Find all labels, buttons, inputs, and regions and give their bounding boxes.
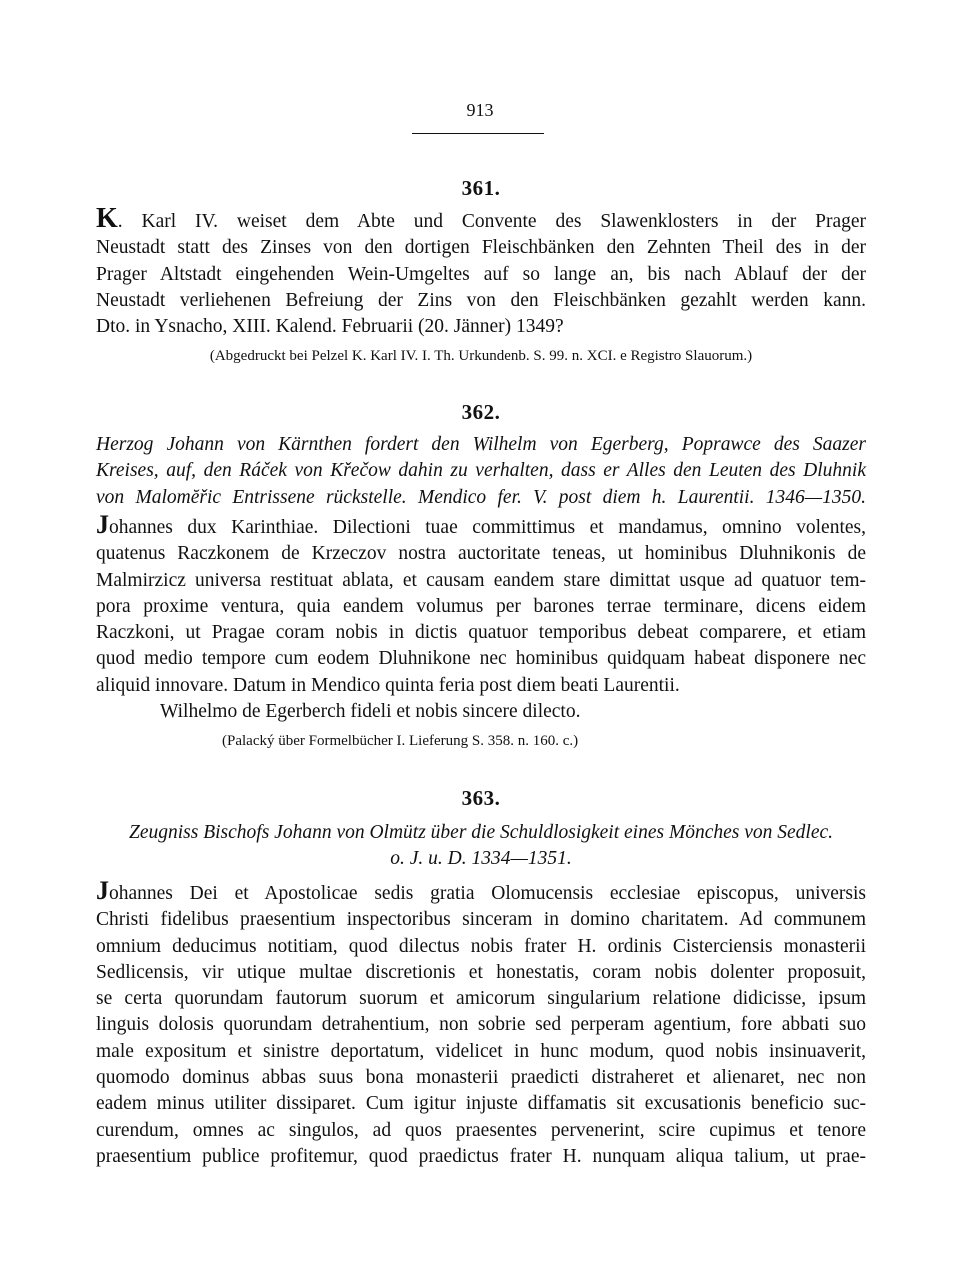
initial-letter: K [96,203,118,234]
text-line: eadem minus utiliter dissiparet. Cum igitur injuste diffamatis sit excusationis beneficio suc- [96,1093,866,1115]
text-line: Christi fidelibus praesentium inspectoribus sinceram in domino charitatem. Ad communem [96,909,866,931]
text-line: male expositum et sinistre deportatum, videlicet in hunc modum, quod nobis insinuaverit, [96,1040,866,1062]
text-run: ohannes dux Karinthiae. Dilectioni tuae committimus et mandamus, omnino volentes, [109,517,866,538]
entry-362-text [96,512,866,750]
text-line: Sedlicensis, vir utique multae discretionis et honestatis, coram nobis dolenter proposuit, [96,961,866,983]
entry-361-text [96,203,866,365]
entry-362 [96,400,866,425]
text-line: Raczkoni, ut Pragae coram nobis in dictis quatuor temporibus debeat comparere, et etiam [96,622,866,644]
initial-letter: J [96,510,109,539]
text-line: curendum, omnes ac singulos, ad quos praesentes pervenerint, scire cupimus et tenore [96,1119,866,1141]
text-line: se certa quorundam fautorum suorum et amicorum singularium relatione didicisse, ipsum [96,988,866,1010]
entry-number: 361. [461,176,501,200]
text-line [96,878,866,907]
text-line: Neustadt verliehenen Befreiung der Zins von den Fleischbänken gezahlt werden kann. [96,289,866,311]
heading-line: o. J. u. D. 1334—1351. [390,848,572,870]
heading-line: Zeugniss Bischofs Johann von Olmütz über die Schuldlosigkeit eines Mönches von Sedlec. [128,822,834,843]
text-line: omnium deducimus notitiam, quod dilectus nobis frater H. ordinis Cisterciensis monasterii [96,935,866,957]
source-citation: (Palacký über Formelbücher I. Lieferung S. 358. n. 160. c.) [222,733,579,750]
page-number-rule [412,133,544,134]
text-line: quatenus Raczkonem de Krzeczov nostra auctoritate teneas, ut hominibus Dluhnikonis de [96,543,866,565]
text-line [96,512,866,541]
text-line: Dto. in Ysnacho, XIII. Kalend. Februarii (20. Jänner) 1349? [96,316,564,338]
text-run: ohannes Dei et Apostolicae sedis gratia Olomucensis ecclesiae episcopus, universis [109,883,866,904]
text-line: linguis dolosis quorundam detrahentium, non sobrie sed perperam agentium, fore abbati suo [96,1014,866,1036]
text-line: quod medio tempore cum eodem Dluhnikone nec hominibus quidquam habeat disponere nec [96,648,866,670]
entry-number: 362. [461,400,501,424]
heading-line: Kreises, auf, den Ráček von Křečow dahin zu verhalten, dass er Alles den Leuten des Dluhnik [96,460,866,482]
entry-362-heading [96,432,866,511]
initial-letter: J [96,876,109,905]
text-line: aliquid innovare. Datum in Mendico quinta feria post diem beati Laurentii. [96,674,680,696]
source-citation: (Abgedruckt bei Pelzel K. Karl IV. I. Th. Urkundenb. S. 99. n. XCI. e Registro Slauorum.) [209,348,753,365]
closing-line: Wilhelmo de Egerberch fideli et nobis sincere dilecto. [160,701,581,723]
text-line: praesentium publice profitemur, quod praedictus frater H. nunquam aliqua talium, ut prae- [96,1145,866,1167]
text-run: . Karl IV. weiset dem Abte und Convente des Slawenklosters in der Prager [117,211,866,232]
text-line: Neustadt statt des Zinses von den dortigen Fleischbänken den Zehnten Theil des in der [96,237,866,259]
text-line: Prager Altstadt eingehenden Wein-Umgeltes auf so lange an, bis nach Ablauf der der [96,263,866,285]
heading-line: Herzog Johann von Kärnthen fordert den Wilhelm von Egerberg, Poprawce des Saazer [96,434,866,455]
entry-363-heading [96,820,866,873]
page-number: 913 [466,100,494,120]
text-line: Malmirzicz universa restituat ablata, et causam eandem stare dimittat usque ad quatuor tem- [96,569,866,591]
heading-line: von Malomĕřic Entrissene rückstelle. Mendico fer. V. post diem h. Laurentii. 1346—1350. [96,486,866,508]
text-line: quomodo dominus abbas suus bona monasterii praedicti distraheret et alienaret, nec non [96,1067,866,1089]
text-line: pora proxime ventura, quia eandem volumus per barones terrae terminare, dicens eidem [96,595,866,617]
text-line [96,203,866,235]
entry-363 [96,786,866,811]
entry-361 [96,176,866,201]
entry-363-text [96,878,866,1170]
entry-number: 363. [461,786,501,810]
